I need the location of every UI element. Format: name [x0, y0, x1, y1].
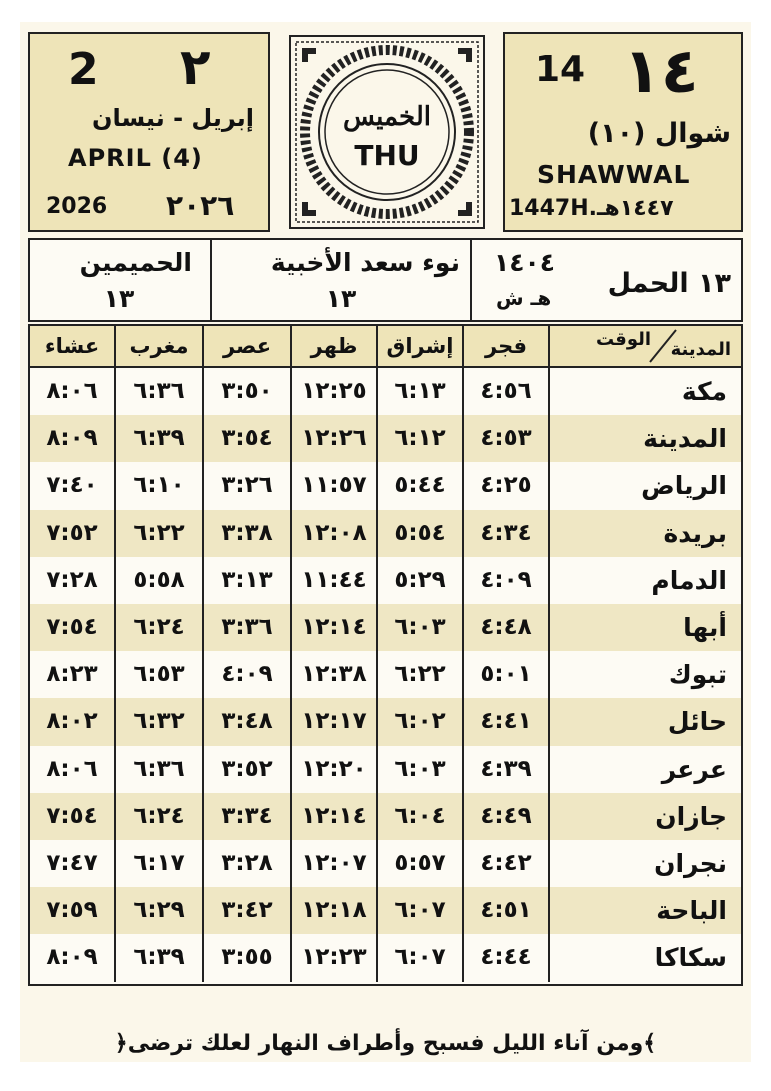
- header-ishraq: إشراق: [376, 326, 462, 366]
- time-maghrib: ٦:٢٤: [114, 604, 202, 651]
- city-name: حائل: [548, 698, 741, 745]
- time-ishraq: ٦:٢٢: [376, 651, 462, 698]
- header-city-time: [548, 326, 741, 366]
- time-dhuhr: ١٢:٣٨: [290, 651, 376, 698]
- zodiac-cell: [470, 240, 741, 320]
- time-dhuhr: ١٢:٠٨: [290, 510, 376, 557]
- table-row: [30, 793, 741, 840]
- time-asr: ٣:٣٨: [202, 510, 290, 557]
- gregorian-day-western: 2: [68, 44, 99, 95]
- table-row: [30, 651, 741, 698]
- table-row: [30, 415, 741, 462]
- time-ishraq: ٦:٠٣: [376, 604, 462, 651]
- table-row: [30, 510, 741, 557]
- gregorian-month-arabic: إبريل - نيسان: [92, 104, 254, 132]
- time-maghrib: ٦:٣٩: [114, 934, 202, 981]
- header-city-label: المدينة: [670, 339, 731, 360]
- table-header: [30, 326, 741, 368]
- time-dhuhr: ١٢:٢٣: [290, 934, 376, 981]
- time-asr: ٣:٤٢: [202, 887, 290, 934]
- time-fajr: ٤:٣٤: [462, 510, 548, 557]
- time-isha: ٧:٢٨: [46, 566, 98, 593]
- time-fajr: ٤:٣٩: [462, 746, 548, 793]
- time-maghrib: ٦:٢٩: [114, 887, 202, 934]
- time-fajr: ٤:٢٥: [462, 462, 548, 509]
- time-fajr: ٤:٥٦: [462, 368, 548, 415]
- city-name: المدينة: [548, 415, 741, 462]
- header-asr: عصر: [202, 326, 290, 366]
- time-dhuhr: ١٢:٠٧: [290, 840, 376, 887]
- time-ishraq: ٥:٥٤: [376, 510, 462, 557]
- time-fajr: ٤:٤٢: [462, 840, 548, 887]
- zodiac-label: ١٣ الحمل: [607, 268, 731, 299]
- time-asr: ٣:٢٨: [202, 840, 290, 887]
- season-cell: [210, 240, 470, 320]
- table-row: [30, 746, 741, 793]
- gregorian-month-english: APRIL (4): [68, 144, 203, 172]
- gregorian-year-western: 2026: [46, 194, 108, 219]
- time-ishraq: ٥:٤٤: [376, 462, 462, 509]
- time-maghrib: ٦:٢٤: [114, 793, 202, 840]
- time-fajr: ٤:٥١: [462, 887, 548, 934]
- weekday-english: THU: [354, 139, 420, 172]
- header-dhuhr: ظهر: [290, 326, 376, 366]
- time-maghrib: ٦:٣٦: [114, 368, 202, 415]
- hamimain-cell: [30, 240, 210, 320]
- time-isha: ٨:٠٦: [46, 755, 98, 782]
- gregorian-date-box: [28, 32, 270, 232]
- time-maghrib: ٥:٥٨: [114, 557, 202, 604]
- gregorian-year-arabic: ٢٠٢٦: [166, 189, 235, 222]
- time-dhuhr: ١٢:١٤: [290, 604, 376, 651]
- time-ishraq: ٦:٠٣: [376, 746, 462, 793]
- table-row: [30, 887, 741, 934]
- hijri-date-box: [503, 32, 743, 232]
- time-dhuhr: ١١:٥٧: [290, 462, 376, 509]
- time-asr: ٣:٣٤: [202, 793, 290, 840]
- hijri-day-western: 14: [535, 49, 586, 90]
- season-day: ١٣: [325, 284, 357, 313]
- astronomy-info-row: [28, 238, 743, 322]
- time-dhuhr: ١٢:٢٦: [290, 415, 376, 462]
- time-dhuhr: ١٢:١٤: [290, 793, 376, 840]
- time-ishraq: ٥:٥٧: [376, 840, 462, 887]
- time-fajr: ٥:٠١: [462, 651, 548, 698]
- hijri-month-english: SHAWWAL: [537, 160, 691, 189]
- time-asr: ٣:٥٥: [202, 934, 290, 981]
- time-dhuhr: ١٢:١٨: [290, 887, 376, 934]
- time-isha: ٧:٥٤: [46, 614, 98, 640]
- emblem-ornament-icon: [282, 32, 492, 232]
- table-row: [30, 604, 741, 651]
- time-ishraq: ٦:٠٢: [376, 698, 462, 745]
- time-fajr: ٤:٤٤: [462, 934, 548, 981]
- hijri-month-arabic: شوال (١٠): [587, 118, 731, 149]
- time-isha: ٨:٠٩: [46, 944, 98, 971]
- header-maghrib: مغرب: [114, 326, 202, 366]
- time-isha: ٨:٠٦: [46, 378, 98, 404]
- city-name: أبها: [548, 604, 741, 651]
- time-maghrib: ٦:١٠: [114, 462, 202, 509]
- season-label: نوء سعد الأخبية: [270, 248, 460, 277]
- hamimain-day: ١٣: [103, 284, 135, 313]
- table-row: [30, 368, 741, 415]
- time-isha: ٨:٢٣: [46, 661, 98, 688]
- time-asr: ٣:١٣: [202, 557, 290, 604]
- time-isha: ٧:٥٢: [46, 519, 98, 546]
- time-dhuhr: ١١:٤٤: [290, 557, 376, 604]
- time-fajr: ٤:٤١: [462, 698, 548, 745]
- time-isha: ٨:٠٩: [46, 425, 98, 452]
- time-fajr: ٤:٤٩: [462, 793, 548, 840]
- table-row: [30, 557, 741, 604]
- time-isha: ٧:٥٩: [46, 897, 98, 924]
- weekday-arabic: الخميس: [343, 102, 431, 132]
- time-fajr: ٤:٥٣: [462, 415, 548, 462]
- city-name: الدمام: [548, 557, 741, 604]
- time-asr: ٣:٣٦: [202, 604, 290, 651]
- time-isha: ٨:٠٢: [46, 708, 98, 735]
- time-dhuhr: ١٢:٢٠: [290, 746, 376, 793]
- time-asr: ٣:٥٤: [202, 415, 290, 462]
- time-ishraq: ٦:١٢: [376, 415, 462, 462]
- time-ishraq: ٦:١٣: [376, 368, 462, 415]
- solar-year-suffix: هـ ش: [496, 286, 552, 310]
- city-name: الباحة: [548, 887, 741, 934]
- time-fajr: ٤:٠٩: [462, 557, 548, 604]
- time-maghrib: ٦:٥٣: [114, 651, 202, 698]
- table-row: [30, 934, 741, 981]
- table-row: [30, 462, 741, 509]
- calendar-page: [20, 22, 751, 1062]
- time-asr: ٣:٥٠: [202, 368, 290, 415]
- time-fajr: ٤:٤٨: [462, 604, 548, 651]
- time-ishraq: ٦:٠٤: [376, 793, 462, 840]
- time-ishraq: ٥:٢٩: [376, 557, 462, 604]
- time-isha: ٧:٤٠: [46, 472, 98, 499]
- footer-verse: ﴿ومن آناء الليل فسبح وأطراف النهار لعلك ترضى﴾: [114, 1031, 657, 1056]
- gregorian-day-arabic: ٢: [180, 38, 211, 96]
- prayer-times-table: [28, 324, 743, 986]
- city-name: مكة: [548, 368, 741, 415]
- solar-year: ١٤٠٤: [494, 248, 556, 277]
- city-name: سكاكا: [548, 934, 741, 981]
- city-name: نجران: [548, 840, 741, 887]
- time-maghrib: ٦:٣٩: [114, 415, 202, 462]
- hijri-year: 1447H.١٤٤٧هـ: [509, 196, 674, 221]
- time-dhuhr: ١٢:١٧: [290, 698, 376, 745]
- time-isha: ٧:٤٧: [46, 850, 98, 876]
- city-name: بريدة: [548, 510, 741, 557]
- city-name: عرعر: [548, 746, 741, 793]
- time-dhuhr: ١٢:٢٥: [290, 368, 376, 415]
- time-ishraq: ٦:٠٧: [376, 934, 462, 981]
- time-asr: ٤:٠٩: [202, 651, 290, 698]
- time-asr: ٣:٥٢: [202, 746, 290, 793]
- time-asr: ٣:٤٨: [202, 698, 290, 745]
- time-maghrib: ٦:٣٦: [114, 746, 202, 793]
- time-maghrib: ٦:٣٢: [114, 698, 202, 745]
- hijri-day-arabic: ١٤: [623, 34, 699, 107]
- time-isha: ٧:٥٤: [46, 802, 98, 829]
- header-fajr: فجر: [462, 326, 548, 366]
- header-isha: عشاء: [44, 334, 100, 358]
- city-name: تبوك: [548, 651, 741, 698]
- time-maghrib: ٦:٢٢: [114, 510, 202, 557]
- hamimain-label: الحميمين: [79, 248, 192, 277]
- time-maghrib: ٦:١٧: [114, 840, 202, 887]
- time-asr: ٣:٢٦: [202, 462, 290, 509]
- table-row: [30, 840, 741, 887]
- city-name: الرياض: [548, 462, 741, 509]
- city-name: جازان: [548, 793, 741, 840]
- table-row: [30, 698, 741, 745]
- time-ishraq: ٦:٠٧: [376, 887, 462, 934]
- header-time-label: الوقت: [596, 329, 652, 350]
- weekday-emblem: [282, 32, 492, 232]
